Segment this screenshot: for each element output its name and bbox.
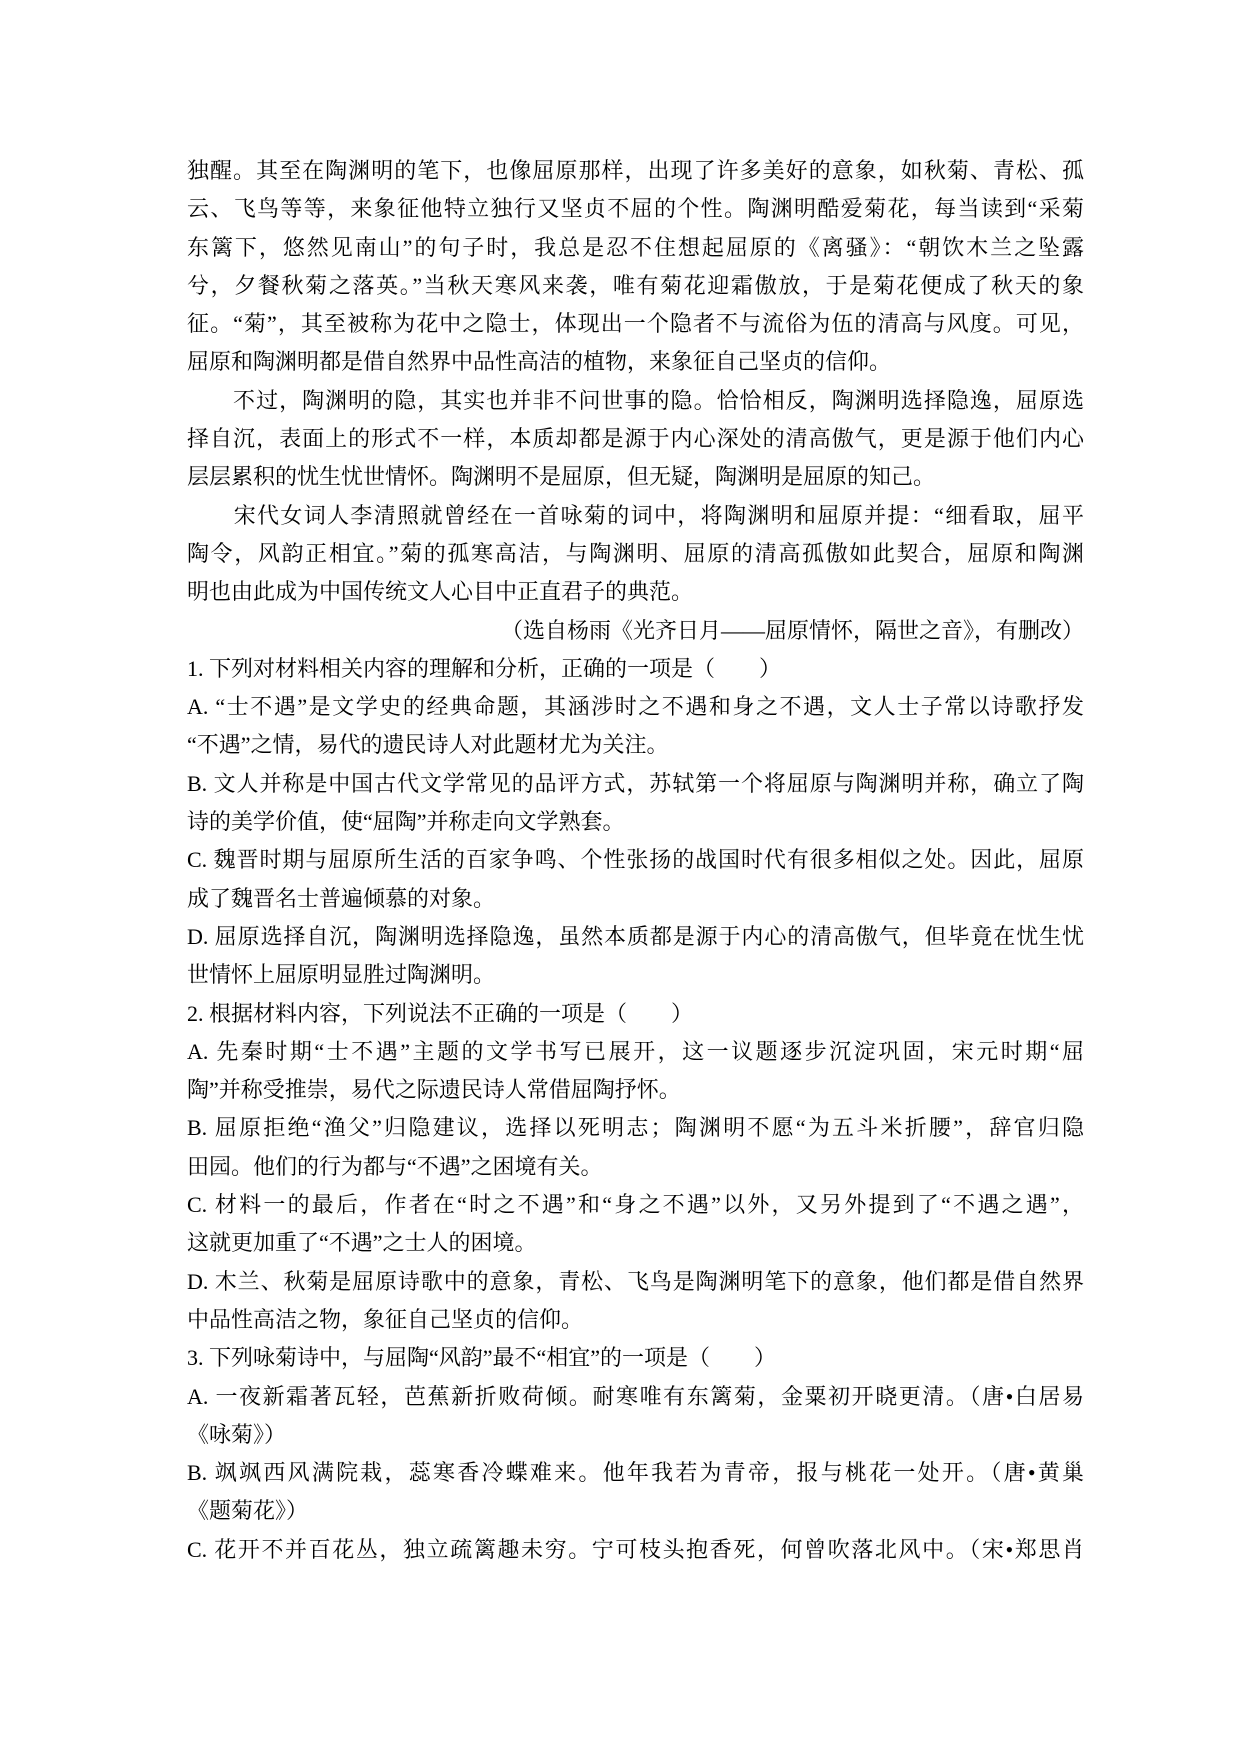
- text-line: 独醒。其至在陶渊明的笔下，也像屈原那样，出现了许多美好的意象，如秋菊、青松、孤: [187, 158, 1084, 183]
- text-line: C. 魏晋时期与屈原所生活的百家争鸣、个性张扬的战国时代有很多相似之处。因此，屈原: [187, 847, 1084, 873]
- text-line: A. 先秦时期“士不遇”主题的文学书写已展开，这一议题逐步沉淀巩固，宋元时期“屈: [187, 1038, 1084, 1064]
- text-line: 征。“菊”，其至被称为花中之隐士，体现出一个隐者不与流俗为伍的清高与风度。可见，: [187, 311, 1084, 337]
- text-line: 《咏菊》）: [187, 1421, 287, 1447]
- text-line: 明也由此成为中国传统文人心目中正直君子的典范。: [187, 579, 694, 605]
- text-line: 诗的美学价值，使“屈陶”并称走向文学熟套。: [187, 809, 625, 835]
- text-line: 不过，陶渊明的隐，其实也并非不问世事的隐。恰恰相反，陶渊明选择隐逸，屈原选: [187, 387, 1084, 413]
- text-line: 屈原和陶渊明都是借自然界中品性高洁的植物，来象征自己坚贞的信仰。: [187, 349, 892, 375]
- text-line: 世情怀上屈原明显胜过陶渊明。: [187, 962, 496, 988]
- text-line: 田园。他们的行为都与“不遇”之困境有关。: [187, 1153, 603, 1179]
- text-line: 兮，夕餐秋菊之落英。”当秋天寒风来袭，唯有菊花迎霜傲放，于是菊花便成了秋天的象: [187, 272, 1084, 298]
- text-line: B. 飒飒西风满院栽，蕊寒香冷蝶难来。他年我若为青帝，报与桃花一处开。（唐•黄巢: [187, 1460, 1084, 1486]
- text-line: 陶令，风韵正相宜。”菊的孤寒高洁，与陶渊明、屈原的清高孤傲如此契合，屈原和陶渊: [187, 540, 1084, 566]
- text-line: 择自沉，表面上的形式不一样，本质却都是源于内心深处的清高傲气，更是源于他们内心: [187, 426, 1084, 452]
- text-line: （选自杨雨《光齐日月——屈原情怀，隔世之音》，有删改）: [500, 617, 1084, 643]
- text-line: 陶”并称受推崇，易代之际遗民诗人常借屈陶抒怀。: [187, 1077, 681, 1103]
- text-line: B. 文人并称是中国古代文学常见的品评方式，苏轼第一个将屈原与陶渊明并称，确立了陶: [187, 770, 1084, 796]
- text-line: 1. 下列对材料相关内容的理解和分析，正确的一项是（ ）: [187, 655, 782, 681]
- text-line: 中品性高洁之物，象征自己坚贞的信仰。: [187, 1306, 584, 1332]
- document-body: [187, 152, 1084, 1569]
- text-line: 层层累积的忧生忧世情怀。陶渊明不是屈原，但无疑，陶渊明是屈原的知己。: [187, 464, 936, 490]
- text-line: 成了魏晋名士普遍倾慕的对象。: [187, 885, 496, 911]
- text-line: B. 屈原拒绝“渔父”归隐建议，选择以死明志；陶渊明不愿“为五斗米折腰”，辞官归隐: [187, 1115, 1084, 1141]
- text-line: A. “士不遇”是文学史的经典命题，其涵涉时之不遇和身之不遇，文人士子常以诗歌抒发: [187, 694, 1084, 720]
- text-line: C. 花开不并百花丛，独立疏篱趣未穷。宁可枝头抱香死，何曾吹落北风中。（宋•郑思肖: [187, 1536, 1084, 1562]
- text-line: 云、飞鸟等等，来象征他特立独行又坚贞不屈的个性。陶渊明酷爱菊花，每当读到“采菊: [187, 196, 1084, 222]
- text-line: D. 屈原选择自沉，陶渊明选择隐逸，虽然本质都是源于内心的清高傲气，但毕竟在忧生忧: [187, 923, 1084, 949]
- text-line: 《题菊花》）: [187, 1498, 309, 1524]
- text-line: 宋代女词人李清照就曾经在一首咏菊的词中，将陶渊明和屈原并提：“细看取，屈平: [187, 502, 1084, 528]
- text-line: 2. 根据材料内容，下列说法不正确的一项是（ ）: [187, 1000, 694, 1026]
- text-line: “不遇”之情，易代的遗民诗人对此题材尤为关注。: [187, 732, 669, 758]
- text-line: 这就更加重了“不遇”之士人的困境。: [187, 1230, 537, 1256]
- text-line: 东篱下，悠然见南山”的句子时，我总是忍不住想起屈原的《离骚》：“朝饮木兰之坠露: [187, 234, 1084, 260]
- text-line: D. 木兰、秋菊是屈原诗歌中的意象，青松、飞鸟是陶渊明笔下的意象，他们都是借自然界: [187, 1268, 1084, 1294]
- text-line: 3. 下列咏菊诗中，与屈陶“风韵”最不“相宜”的一项是（ ）: [187, 1345, 777, 1371]
- text-line: A. 一夜新霜著瓦轻，芭蕉新折败荷倾。耐寒唯有东篱菊，金粟初开晓更清。（唐•白居易: [187, 1383, 1084, 1409]
- text-line: C. 材料一的最后，作者在“时之不遇”和“身之不遇”以外，又另外提到了“不遇之遇”，: [187, 1192, 1084, 1218]
